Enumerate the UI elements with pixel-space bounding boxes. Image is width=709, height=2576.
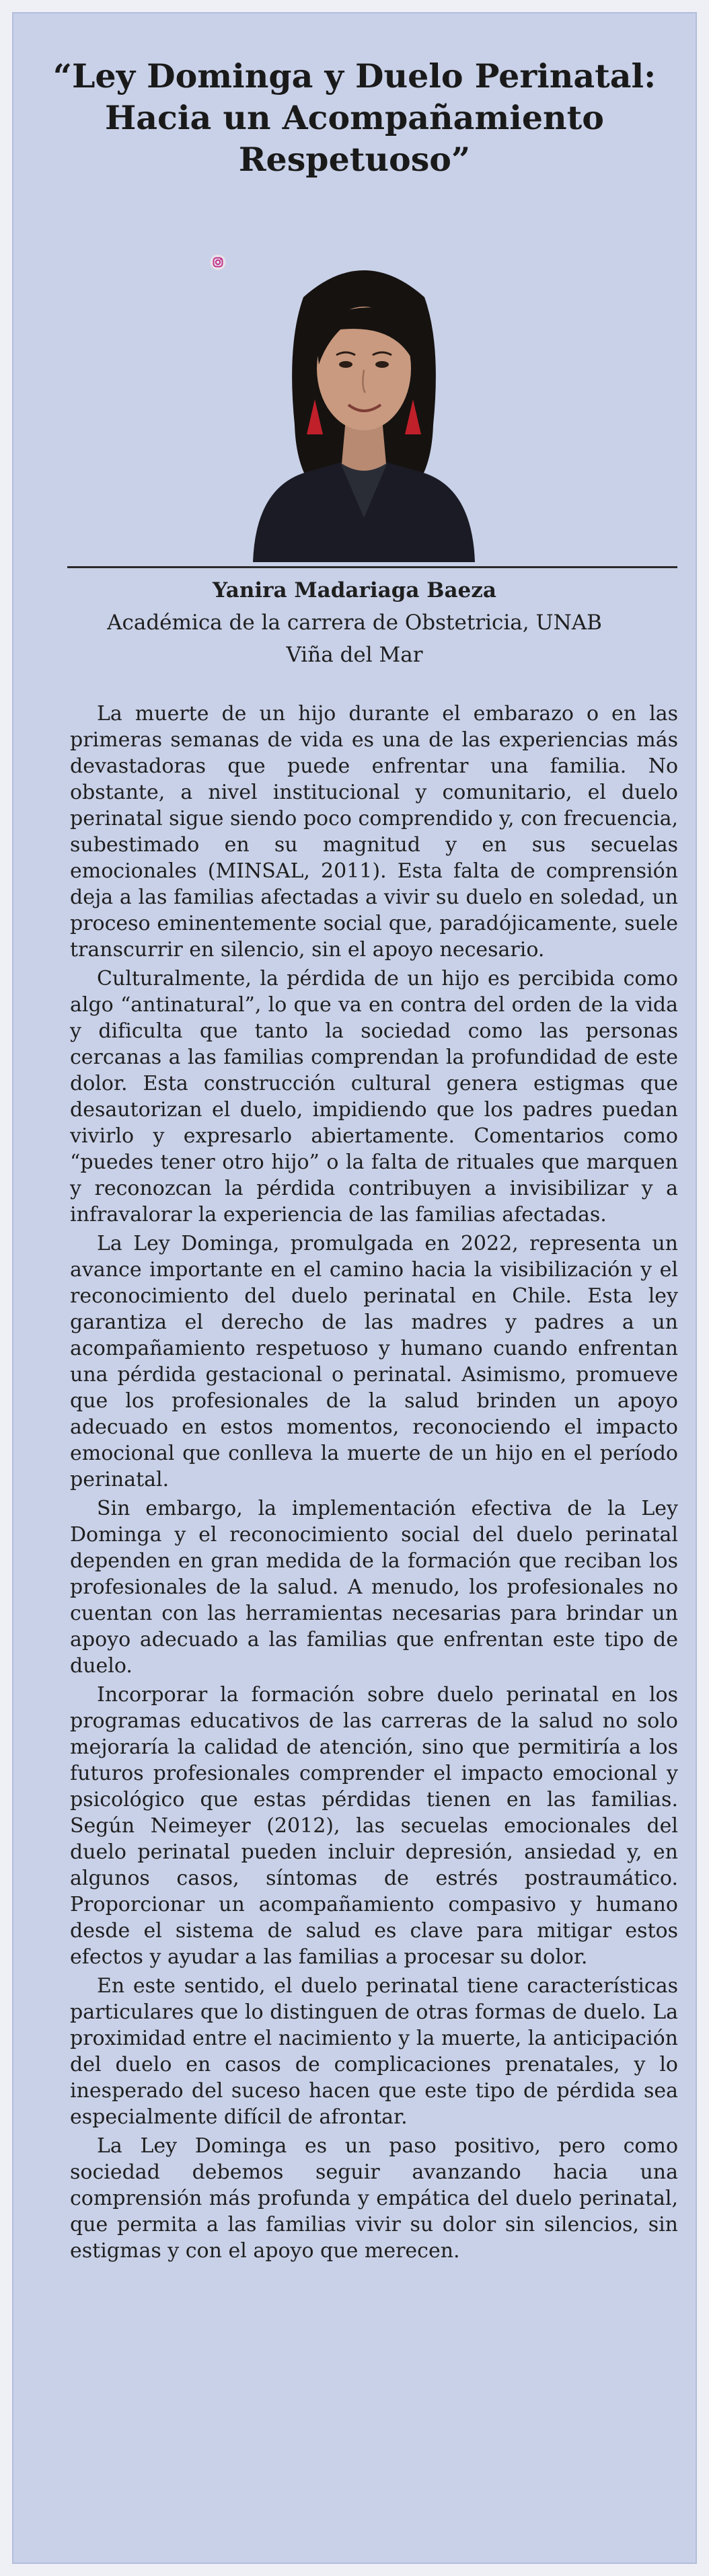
- paragraph: Sin embargo, la implementación efectiva de la Ley Dominga y el reconocimiento social del duelo perinatal dependen en gran medida de la formación que reciban los profesionales de la salud. A menudo, los profesionales no cuentan con las herramientas necesarias para brindar un apoyo adecuado a las familias que enfrentan este tipo de duelo.: [70, 1497, 678, 1678]
- paragraph: Culturalmente, la pérdida de un hijo es percibida como algo “antinatural”, lo que va en contra del orden de la vida y dificulta que tanto la sociedad como las personas cercanas a las familias comprendan la profundidad de este dolor. Esta construcción cultural genera estigmas que desautorizan el duelo, impidiendo que los padres puedan vivirlo y expresarlo abiertamente. Comentarios como “puedes tener otro hijo” o la falta de rituales que marquen y reconozcan la pérdida contribuyen a invisibilizar y a infravalorar la experiencia de las familias afectadas.: [70, 967, 678, 1226]
- author-role: Académica de la carrera de Obstetricia, UNAB: [107, 611, 602, 635]
- instagram-icon[interactable]: [210, 254, 226, 270]
- article-panel: [12, 12, 697, 2564]
- paragraph: La Ley Dominga, promulgada en 2022, representa un avance importante en el camino hacia la visibilización y el reconocimiento del duelo perinatal en Chile. Esta ley garantiza el derecho de las madres y padres a un acompañamiento respetuoso y humano cuando enfrentan una pérdida gestacional o perinatal. Asimismo, promueve que los profesionales de la salud brinden un apoyo adecuado en estos momentos, reconociendo el impacto emocional que conlleva la muerte de un hijo en el período perinatal.: [70, 1232, 678, 1491]
- divider-line: [67, 566, 677, 568]
- author-byline: [40, 574, 669, 671]
- paragraph: La Ley Dominga es un paso positivo, pero como sociedad debemos seguir avanzando hacia una comprensión más profunda y empática del duelo perinatal, que permita a las familias vivir su dolor sin silencios, sin estigmas y con el apoyo que merecen.: [70, 2134, 678, 2263]
- author-location: Viña del Mar: [286, 643, 423, 667]
- paragraph: Incorporar la formación sobre duelo perinatal en los programas educativos de las carreras de la salud no solo mejoraría la calidad de atención, sino que permitiría a los futuros profesionales comprender el impacto emocional y psicológico que estas pérdidas tienen en las familias. Según Neimeyer (2012), las secuelas emocionales del duelo perinatal pueden incluir depresión, ansiedad y, en algunos casos, síntomas de estrés postraumático. Proporcionar un acompañamiento compasivo y humano desde el sistema de salud es clave para mitigar estos efectos y ayudar a las familias a procesar su dolor.: [70, 1683, 678, 1969]
- paragraph: La muerte de un hijo durante el embarazo o en las primeras semanas de vida es una de las experiencias más devastadoras que puede enfrentar una familia. No obstante, a nivel institucional y comunitario, el duelo perinatal sigue siendo poco comprendido y, con frecuencia, subestimado en su magnitud y en sus secuelas emocionales (MINSAL, 2011). Esta falta de comprensión deja a las familias afectadas a vivir su duelo en soledad, un proceso eminentemente social que, paradójicamente, suele transcurrir en silencio, sin el apoyo necesario.: [70, 702, 679, 962]
- paragraph: En este sentido, el duelo perinatal tiene características particulares que lo distinguen de otras formas de duelo. La proximidad entre el nacimiento y la muerte, la anticipación del duelo en casos de complicaciones prenatales, y lo inesperado del suceso hacen que este tipo de pérdida sea especialmente difícil de afrontar.: [70, 1974, 678, 2129]
- article-title: “Ley Dominga y Duelo Perinatal: Hacia un Acompañamiento Respetuoso”: [52, 56, 657, 179]
- author-portrait: [239, 250, 488, 562]
- article-body: [70, 701, 678, 2267]
- author-name: Yanira Madariaga Baeza: [213, 578, 496, 602]
